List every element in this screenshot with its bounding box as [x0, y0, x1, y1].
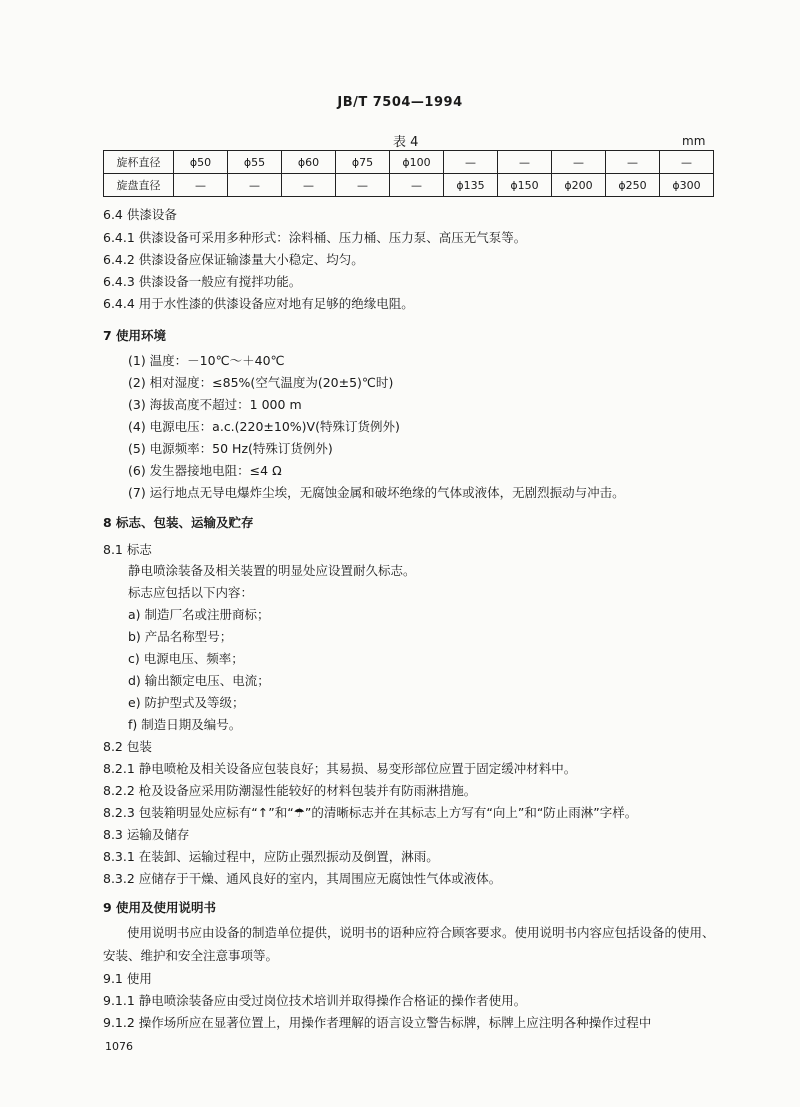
- table-cell: ϕ60: [282, 151, 336, 174]
- section-8-title: 8 标志、包装、运输及贮存: [103, 515, 254, 530]
- table-unit: mm: [682, 134, 706, 148]
- clause-text: 6.4.2 供漆设备应保证输漆量大小稳定、均匀。: [103, 252, 364, 267]
- list-item: (6) 发生器接地电阻：≤4 Ω: [128, 463, 282, 478]
- clause-text: 8.2.1 静电喷枪及相关设备应包装良好；其易损、易变形部位应置于固定缓冲材料中。: [103, 761, 577, 776]
- section-9-1-title: 9.1 使用: [103, 971, 152, 986]
- list-item: f) 制造日期及编号。: [128, 717, 242, 732]
- table-cell: ϕ55: [228, 151, 282, 174]
- table-row: [104, 174, 714, 197]
- body-line: 静电喷涂装备及相关装置的明显处应设置耐久标志。: [128, 563, 416, 578]
- clause-text: 6.4.4 用于水性漆的供漆设备应对地有足够的绝缘电阻。: [103, 296, 414, 311]
- list-item: (3) 海拔高度不超过：1 000 m: [128, 397, 302, 412]
- clause-text: 8.2.2 枪及设备应采用防潮湿性能较好的材料包装并有防雨淋措施。: [103, 783, 477, 798]
- table-cell: —: [390, 174, 444, 197]
- clause-text: 8.3.2 应储存于干燥、通风良好的室内，其周围应无腐蚀性气体或液体。: [103, 871, 502, 886]
- table-cell: —: [444, 151, 498, 174]
- list-item: c) 电源电压、频率；: [128, 651, 244, 666]
- clause-text: 9.1.2 操作场所应在显著位置上，用操作者理解的语言设立警告标牌，标牌上应注明各种操作过程中: [103, 1015, 652, 1030]
- list-item: (2) 相对湿度：≤85%(空气温度为(20±5)℃时): [128, 375, 394, 390]
- table-cell: ϕ75: [336, 151, 390, 174]
- table-cell: ϕ200: [552, 174, 606, 197]
- table-caption: 表 4: [393, 135, 419, 150]
- list-item: (1) 温度：－10℃～＋40℃: [128, 353, 285, 368]
- section-9-title: 9 使用及使用说明书: [103, 900, 217, 915]
- table-cell: —: [336, 174, 390, 197]
- section-6-4-title: 6.4 供漆设备: [103, 207, 177, 222]
- page-number: 1076: [105, 1040, 133, 1053]
- list-item: (5) 电源频率：50 Hz(特殊订货例外): [128, 441, 333, 456]
- table-cell: ϕ135: [444, 174, 498, 197]
- table-cell: —: [498, 151, 552, 174]
- table-cell: —: [660, 151, 714, 174]
- table-cell: ϕ50: [174, 151, 228, 174]
- section-8-3-title: 8.3 运输及储存: [103, 827, 190, 842]
- list-item: (4) 电源电压：a.c.(220±10%)V(特殊订货例外): [128, 419, 400, 434]
- list-item: (7) 运行地点无导电爆炸尘埃，无腐蚀金属和破坏绝缘的气体或液体，无剧烈振动与冲击。: [128, 485, 625, 500]
- body-paragraph: 使用说明书应由设备的制造单位提供，说明书的语种应符合顾客要求。使用说明书内容应包括设备的使用、安装、维护和安全注意事项等。: [103, 925, 715, 963]
- list-item: d) 输出额定电压、电流；: [128, 673, 270, 688]
- table-cell: —: [228, 174, 282, 197]
- list-item: a) 制造厂名或注册商标；: [128, 607, 270, 622]
- row-header: 旋杯直径: [104, 151, 174, 174]
- clause-text: 6.4.3 供漆设备一般应有搅拌功能。: [103, 274, 302, 289]
- section-7-title: 7 使用环境: [103, 328, 167, 343]
- list-item: e) 防护型式及等级；: [128, 695, 245, 710]
- clause-text: 9.1.1 静电喷涂装备应由受过岗位技术培训并取得操作合格证的操作者使用。: [103, 993, 527, 1008]
- section-8-1-title: 8.1 标志: [103, 542, 152, 557]
- table-cell: ϕ150: [498, 174, 552, 197]
- table-cell: ϕ300: [660, 174, 714, 197]
- table-cell: —: [606, 151, 660, 174]
- section-8-2-title: 8.2 包装: [103, 739, 152, 754]
- clause-text: 8.2.3 包装箱明显处应标有“↑”和“☂”的清晰标志并在其标志上方写有“向上”和“防止雨淋”字样。: [103, 805, 638, 820]
- body-line: 标志应包括以下内容：: [128, 585, 254, 600]
- list-item: b) 产品名称型号；: [128, 629, 233, 644]
- table-row: [104, 151, 714, 174]
- table-cell: —: [282, 174, 336, 197]
- table-cell: ϕ250: [606, 174, 660, 197]
- table-cell: —: [552, 151, 606, 174]
- row-header: 旋盘直径: [104, 174, 174, 197]
- spec-table: [103, 150, 714, 197]
- table-cell: ϕ100: [390, 151, 444, 174]
- clause-text: 6.4.1 供漆设备可采用多种形式：涂料桶、压力桶、压力泵、高压无气泵等。: [103, 230, 527, 245]
- clause-text: 8.3.1 在装卸、运输过程中，应防止强烈振动及倒置，淋雨。: [103, 849, 439, 864]
- table-cell: —: [174, 174, 228, 197]
- standard-code-header: JB/T 7504—1994: [337, 95, 463, 110]
